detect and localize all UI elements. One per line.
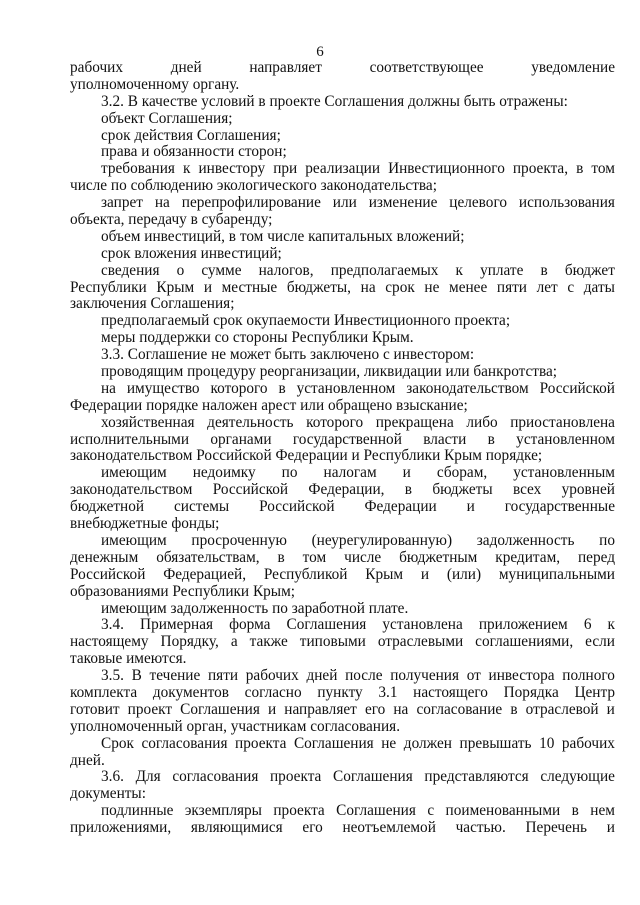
- text-line: 3.2. В качестве условий в проекте Соглашения должны быть отражены:: [101, 92, 568, 110]
- text-line: внебюджетные фонды;: [70, 515, 220, 533]
- text-line: Республики Крым и местные бюджеты, на срок не менее пяти лет с даты: [70, 278, 615, 296]
- text-line: права и обязанности сторон;: [101, 143, 287, 161]
- text-line: заключения Соглашения;: [70, 295, 235, 313]
- text-line: сведения о сумме налогов, предполагаемых к уплате в бюджет: [101, 261, 615, 279]
- text-line: таковые имеются.: [70, 650, 187, 668]
- text-line: денежным обязательствам, в том числе бюджетным кредитам, перед: [70, 548, 615, 566]
- text-line: комплекта документов согласно пункту 3.1 настоящего Порядка Центр: [70, 683, 615, 701]
- text-line: имеющим недоимку по налогам и сборам, установленным: [101, 464, 615, 482]
- text-line: объект Соглашения;: [101, 109, 233, 127]
- text-line: приложениями, являющимися его неотъемлемой частью. Перечень и: [70, 819, 615, 837]
- text-line: уполномоченный орган, участникам согласования.: [70, 717, 401, 735]
- text-line: объекта, передачу в субаренду;: [70, 211, 273, 229]
- text-line: срок вложения инвестиций;: [101, 244, 282, 262]
- text-line: 3.5. В течение пяти рабочих дней после получения от инвестора полного: [101, 667, 615, 685]
- text-line: 3.4. Примерная форма Соглашения установлена приложением 6 к: [101, 616, 615, 634]
- text-line: настоящему Порядку, а также типовыми отраслевыми соглашениями, если: [70, 633, 615, 651]
- text-line: объем инвестиций, в том числе капитальных вложений;: [101, 227, 465, 245]
- text-line: уполномоченному органу.: [70, 75, 240, 93]
- text-line: меры поддержки со стороны Республики Крым.: [101, 329, 414, 347]
- text-line: бюджетной системы Российской Федерации и государственные: [70, 498, 615, 516]
- text-line: запрет на перепрофилирование или изменение целевого использования: [101, 194, 615, 212]
- text-line: Срок согласования проекта Соглашения не должен превышать 10 рабочих: [101, 734, 615, 752]
- text-line: числе по соблюдению экологического законодательства;: [70, 177, 437, 195]
- text-line: рабочих дней направляет соответствующее уведомление: [70, 59, 615, 76]
- text-line: законодательством Российской Федерации и Республики Крым порядке;: [70, 447, 543, 465]
- text-line: требования к инвестору при реализации Инвестиционного проекта, в том: [101, 160, 615, 178]
- text-line: готовит проект Соглашения и направляет его на согласование в отраслевой и: [70, 700, 615, 718]
- text-line: документы:: [70, 785, 146, 803]
- text-line: предполагаемый срок окупаемости Инвестиционного проекта;: [101, 312, 511, 330]
- text-line: имеющим задолженность по заработной плате.: [101, 599, 409, 617]
- page-number: 6: [316, 44, 324, 60]
- text-line: срок действия Соглашения;: [101, 126, 281, 144]
- text-line: исполнительными органами государственной власти в установленном: [70, 430, 615, 448]
- text-line: подлинные экземпляры проекта Соглашения с поименованными в нем: [101, 802, 615, 820]
- text-line: на имущество которого в установленном законодательством Российской: [101, 379, 615, 397]
- text-line: Федерации порядке наложен арест или обращено взыскание;: [70, 396, 468, 414]
- text-line: проводящим процедуру реорганизации, ликвидации или банкротства;: [101, 363, 558, 381]
- text-line: 3.6. Для согласования проекта Соглашения представляются следующие: [101, 768, 615, 786]
- text-line: образованиями Республики Крым;: [70, 582, 296, 600]
- text-line: Российской Федерацией, Республикой Крым и (или) муниципальными: [70, 565, 615, 583]
- text-line: хозяйственная деятельность которого прекращена либо приостановлена: [101, 413, 615, 431]
- text-line: 3.3. Соглашение не может быть заключено с инвестором:: [101, 346, 475, 364]
- text-line: имеющим просроченную (неурегулированную) задолженность по: [101, 531, 615, 549]
- document-body: [70, 60, 615, 837]
- text-line: законодательством Российской Федерации, в бюджеты всех уровней: [70, 481, 615, 499]
- text-line: дней.: [70, 751, 105, 769]
